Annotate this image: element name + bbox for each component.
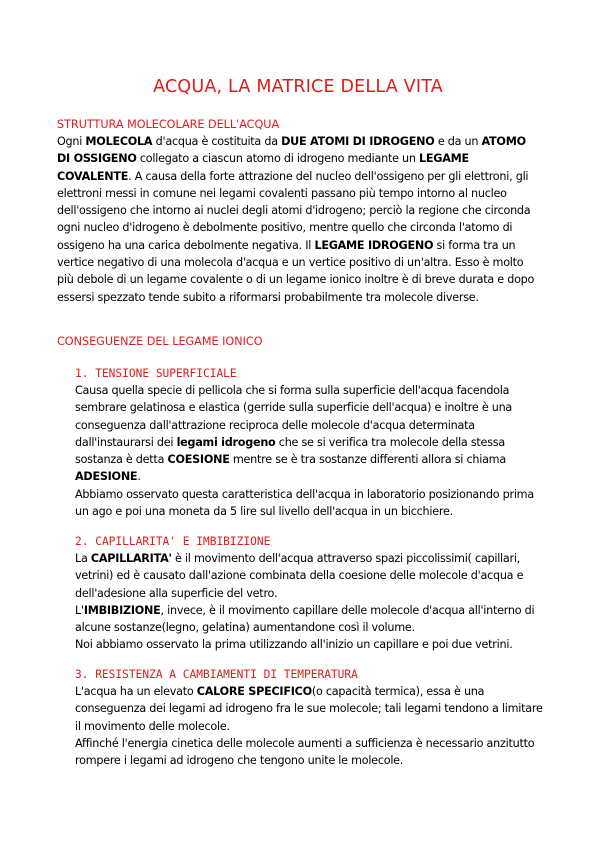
paragraph: L'IMBIBIZIONE, invece, è il movimento capillare delle molecole d'acqua all'interno di alcune sostanze(legno, gelatina) aumentandone così il volume. xyxy=(75,603,535,635)
paragraph: L'acqua ha un elevato CALORE SPECIFICO(o capacità termica), essa è una conseguenza dei legami ad idrogeno fra le sue molecole; tali legami tendono a limitare il movimento delle molecole. xyxy=(75,685,543,733)
section-conseguenze xyxy=(57,334,539,350)
subsection-resistenza xyxy=(75,667,545,769)
section-struttura xyxy=(57,117,539,306)
subsection-capillarita xyxy=(75,534,545,654)
paragraph: Noi abbiamo osservato la prima utilizzando all'inizio un capillare e poi due vetrini. xyxy=(75,638,513,652)
subsection-heading: 2. CAPILLARITA' E IMBIBIZIONE xyxy=(75,535,271,548)
section-heading: CONSEGUENZE DEL LEGAME IONICO xyxy=(57,335,263,348)
paragraph: Causa quella specie di pellicola che si forma sulla superficie dell'acqua facendola sembrare gelatinosa e elastica (gerride sulla superficie dell'acqua) e inoltre è una conseguenza dall'attrazione reciproca delle molecole d'acqua determinata dall'instaurarsi dei legami idrogeno che se si verifica tra molecole della stessa sostanza è detta COESIONE mentre se è tra sostanze differenti allora si chiama ADESIONE. xyxy=(75,384,513,484)
subsection-heading: 1. TENSIONE SUPERFICIALE xyxy=(75,367,237,380)
page-title: ACQUA, LA MATRICE DELLA VITA xyxy=(153,77,443,97)
paragraph: Abbiamo osservato questa caratteristica dell'acqua in laboratorio posizionando prima un ago e poi una moneta da 5 lire sul livello dell'acqua in un bicchiere. xyxy=(75,487,534,519)
paragraph: Affinché l'energia cinetica delle molecole aumenti a sufficienza è necessario anzitutto rompere i legami ad idrogeno che tengono unite le molecole. xyxy=(75,736,535,768)
subsection-tensione xyxy=(75,366,545,520)
section-heading: STRUTTURA MOLECOLARE DELL'ACQUA xyxy=(57,118,280,131)
paragraph: La CAPILLARITA' è il movimento dell'acqua attraverso spazi piccolissimi( capillari, vetrini) ed è causato dall'azione combinata della coesione delle molecole d'acqua e dell'adesione alla superficie del vetro. xyxy=(75,552,524,600)
subsection-heading: 3. RESISTENZA A CAMBIAMENTI DI TEMPERATURA xyxy=(75,668,358,681)
paragraph: Ogni MOLECOLA d'acqua è costituita da DUE ATOMI DI IDROGENO e da un ATOMO DI OSSIGENO collegato a ciascun atomo di idrogeno mediante un LEGAME COVALENTE. A causa della forte attrazione del nucleo dell'ossigeno per gli elettroni, gli elettroni messi in comune nei legami covalenti passano più tempo intorno al nucleo dell'ossigeno che intorno ai nuclei degli atomi d'idrogeno; perciò la regione che circonda ogni nucleo d'idrogeno è debolmente positivo, mentre quello che circonda l'atomo di ossigeno ha una carica debolmente negativa. Il LEGAME IDROGENO si forma tra un vertice negativo di una molecola d'acqua e un vertice positivo di un'altra. Esso è molto più debole di un legame covalente o di un legame ionico inoltre è di breve durata e dopo essersi spezzato tende subito a riformarsi probabilmente tra molecole diverse. xyxy=(57,135,535,304)
